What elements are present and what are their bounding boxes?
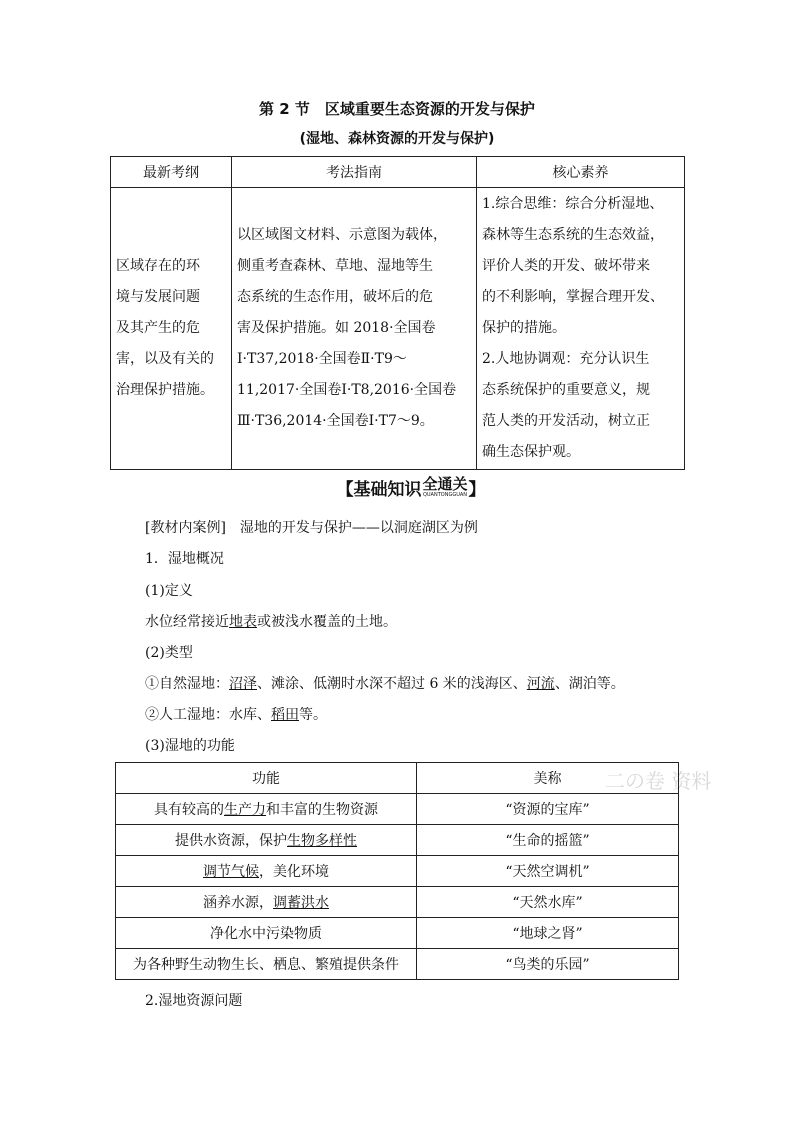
case-title: [教材内案例] 湿地的开发与保护——以洞庭湖区为例: [145, 520, 478, 536]
name-cell: “地球之肾”: [417, 918, 679, 949]
natural-wetland-text: ①自然湿地：沼泽、滩涂、低潮时水深不超过 6 米的浅海区、河流、湖泊等。: [145, 676, 625, 692]
function-cell: 为各种野生动物生长、栖息、繁殖提供条件: [116, 949, 417, 980]
section-heading: 1．湿地概况: [145, 551, 224, 567]
name-cell: “天然空调机”: [417, 856, 679, 887]
text-line: 态系统保护的重要意义，规: [482, 382, 650, 398]
header-function: 功能: [116, 763, 417, 794]
name-cell: “生命的摇篮”: [417, 825, 679, 856]
guide-cell: [232, 188, 477, 470]
function-cell: 净化水中污染物质: [116, 918, 417, 949]
banner-badge-text: 全通关: [422, 475, 468, 493]
function-table: [115, 762, 679, 980]
header-name: 美称: [417, 763, 679, 794]
table-row: [116, 856, 679, 887]
text-line: 评价人类的开发、破坏带来: [482, 258, 650, 274]
definition-text: 水位经常接近地表或被浅水覆盖的土地。: [145, 614, 397, 630]
syllabus-cell: [111, 188, 232, 470]
function-cell: 具有较高的生产力和丰富的生物资源: [116, 794, 417, 825]
banner-text: 基础知识: [353, 479, 422, 500]
text-line: 确生态保护观。: [482, 444, 580, 460]
function-cell: 提供水资源，保护生物多样性: [116, 825, 417, 856]
function-cell: 调节气候，美化环境: [116, 856, 417, 887]
header-literacy: 核心素养: [477, 157, 685, 188]
literacy-cell: [477, 188, 685, 470]
text-line: 森林等生态系统的生态效益，: [482, 227, 664, 243]
text-line: 保护的措施。: [482, 320, 566, 336]
text-line: 以区域图文材料、示意图为载体，: [237, 227, 447, 243]
banner-badge-pinyin: QUANTONGGUAN: [422, 492, 468, 498]
header-guide: 考法指南: [232, 157, 477, 188]
table-row: [116, 825, 679, 856]
table-row: [116, 949, 679, 980]
text-line: 害，以及有关的: [116, 351, 214, 367]
watermark: 二の卷 资料: [605, 769, 712, 793]
text-line: 及其产生的危: [116, 320, 200, 336]
table-row: [116, 918, 679, 949]
banner-badge: [422, 476, 467, 498]
artificial-wetland-text: ②人工湿地：水库、稻田等。: [145, 707, 327, 723]
subsection-heading: (1)定义: [145, 583, 193, 599]
table-row: [116, 887, 679, 918]
outline-table: [110, 156, 685, 470]
text-line: 害及保护措施。如 2018·全国卷: [237, 320, 436, 336]
text-line: 的不利影响，掌握合理开发、: [482, 289, 664, 305]
text-line: 1.综合思维：综合分析湿地、: [482, 196, 664, 212]
text-line: 侧重考查森林、草地、湿地等生: [237, 258, 433, 274]
text-line: Ⅰ·T37,2018·全国卷Ⅱ·T9～: [237, 351, 407, 367]
text-line: 2.人地协调观：充分认识生: [482, 351, 650, 367]
text-line: 区域存在的环: [116, 258, 200, 274]
subsection-heading: (2)类型: [145, 645, 193, 661]
text-line: 范人类的开发活动，树立正: [482, 413, 650, 429]
text-line: 治理保护措施。: [116, 382, 214, 398]
page-title: 第 2 节 区域重要生态资源的开发与保护: [259, 100, 535, 118]
banner-right-bracket: 】: [468, 479, 486, 500]
section-banner: [327, 472, 495, 502]
page-subtitle: (湿地、森林资源的开发与保护): [299, 131, 495, 147]
name-cell: “天然水库”: [417, 887, 679, 918]
banner-left-bracket: 【: [336, 479, 354, 500]
text-line: 态系统的生态作用，破坏后的危: [237, 289, 433, 305]
table-row: [116, 794, 679, 825]
text-line: Ⅲ·T36,2014·全国卷Ⅰ·T7～9。: [237, 413, 434, 429]
section-heading: 2.湿地资源问题: [145, 993, 243, 1009]
text-line: 11,2017·全国卷Ⅰ·T8,2016·全国卷: [237, 382, 457, 398]
name-cell: “资源的宝库”: [417, 794, 679, 825]
name-cell: “鸟类的乐园”: [417, 949, 679, 980]
text-line: 境与发展问题: [116, 289, 200, 305]
function-cell: 涵养水源，调蓄洪水: [116, 887, 417, 918]
subsection-heading: (3)湿地的功能: [145, 738, 235, 754]
header-syllabus: 最新考纲: [111, 157, 232, 188]
